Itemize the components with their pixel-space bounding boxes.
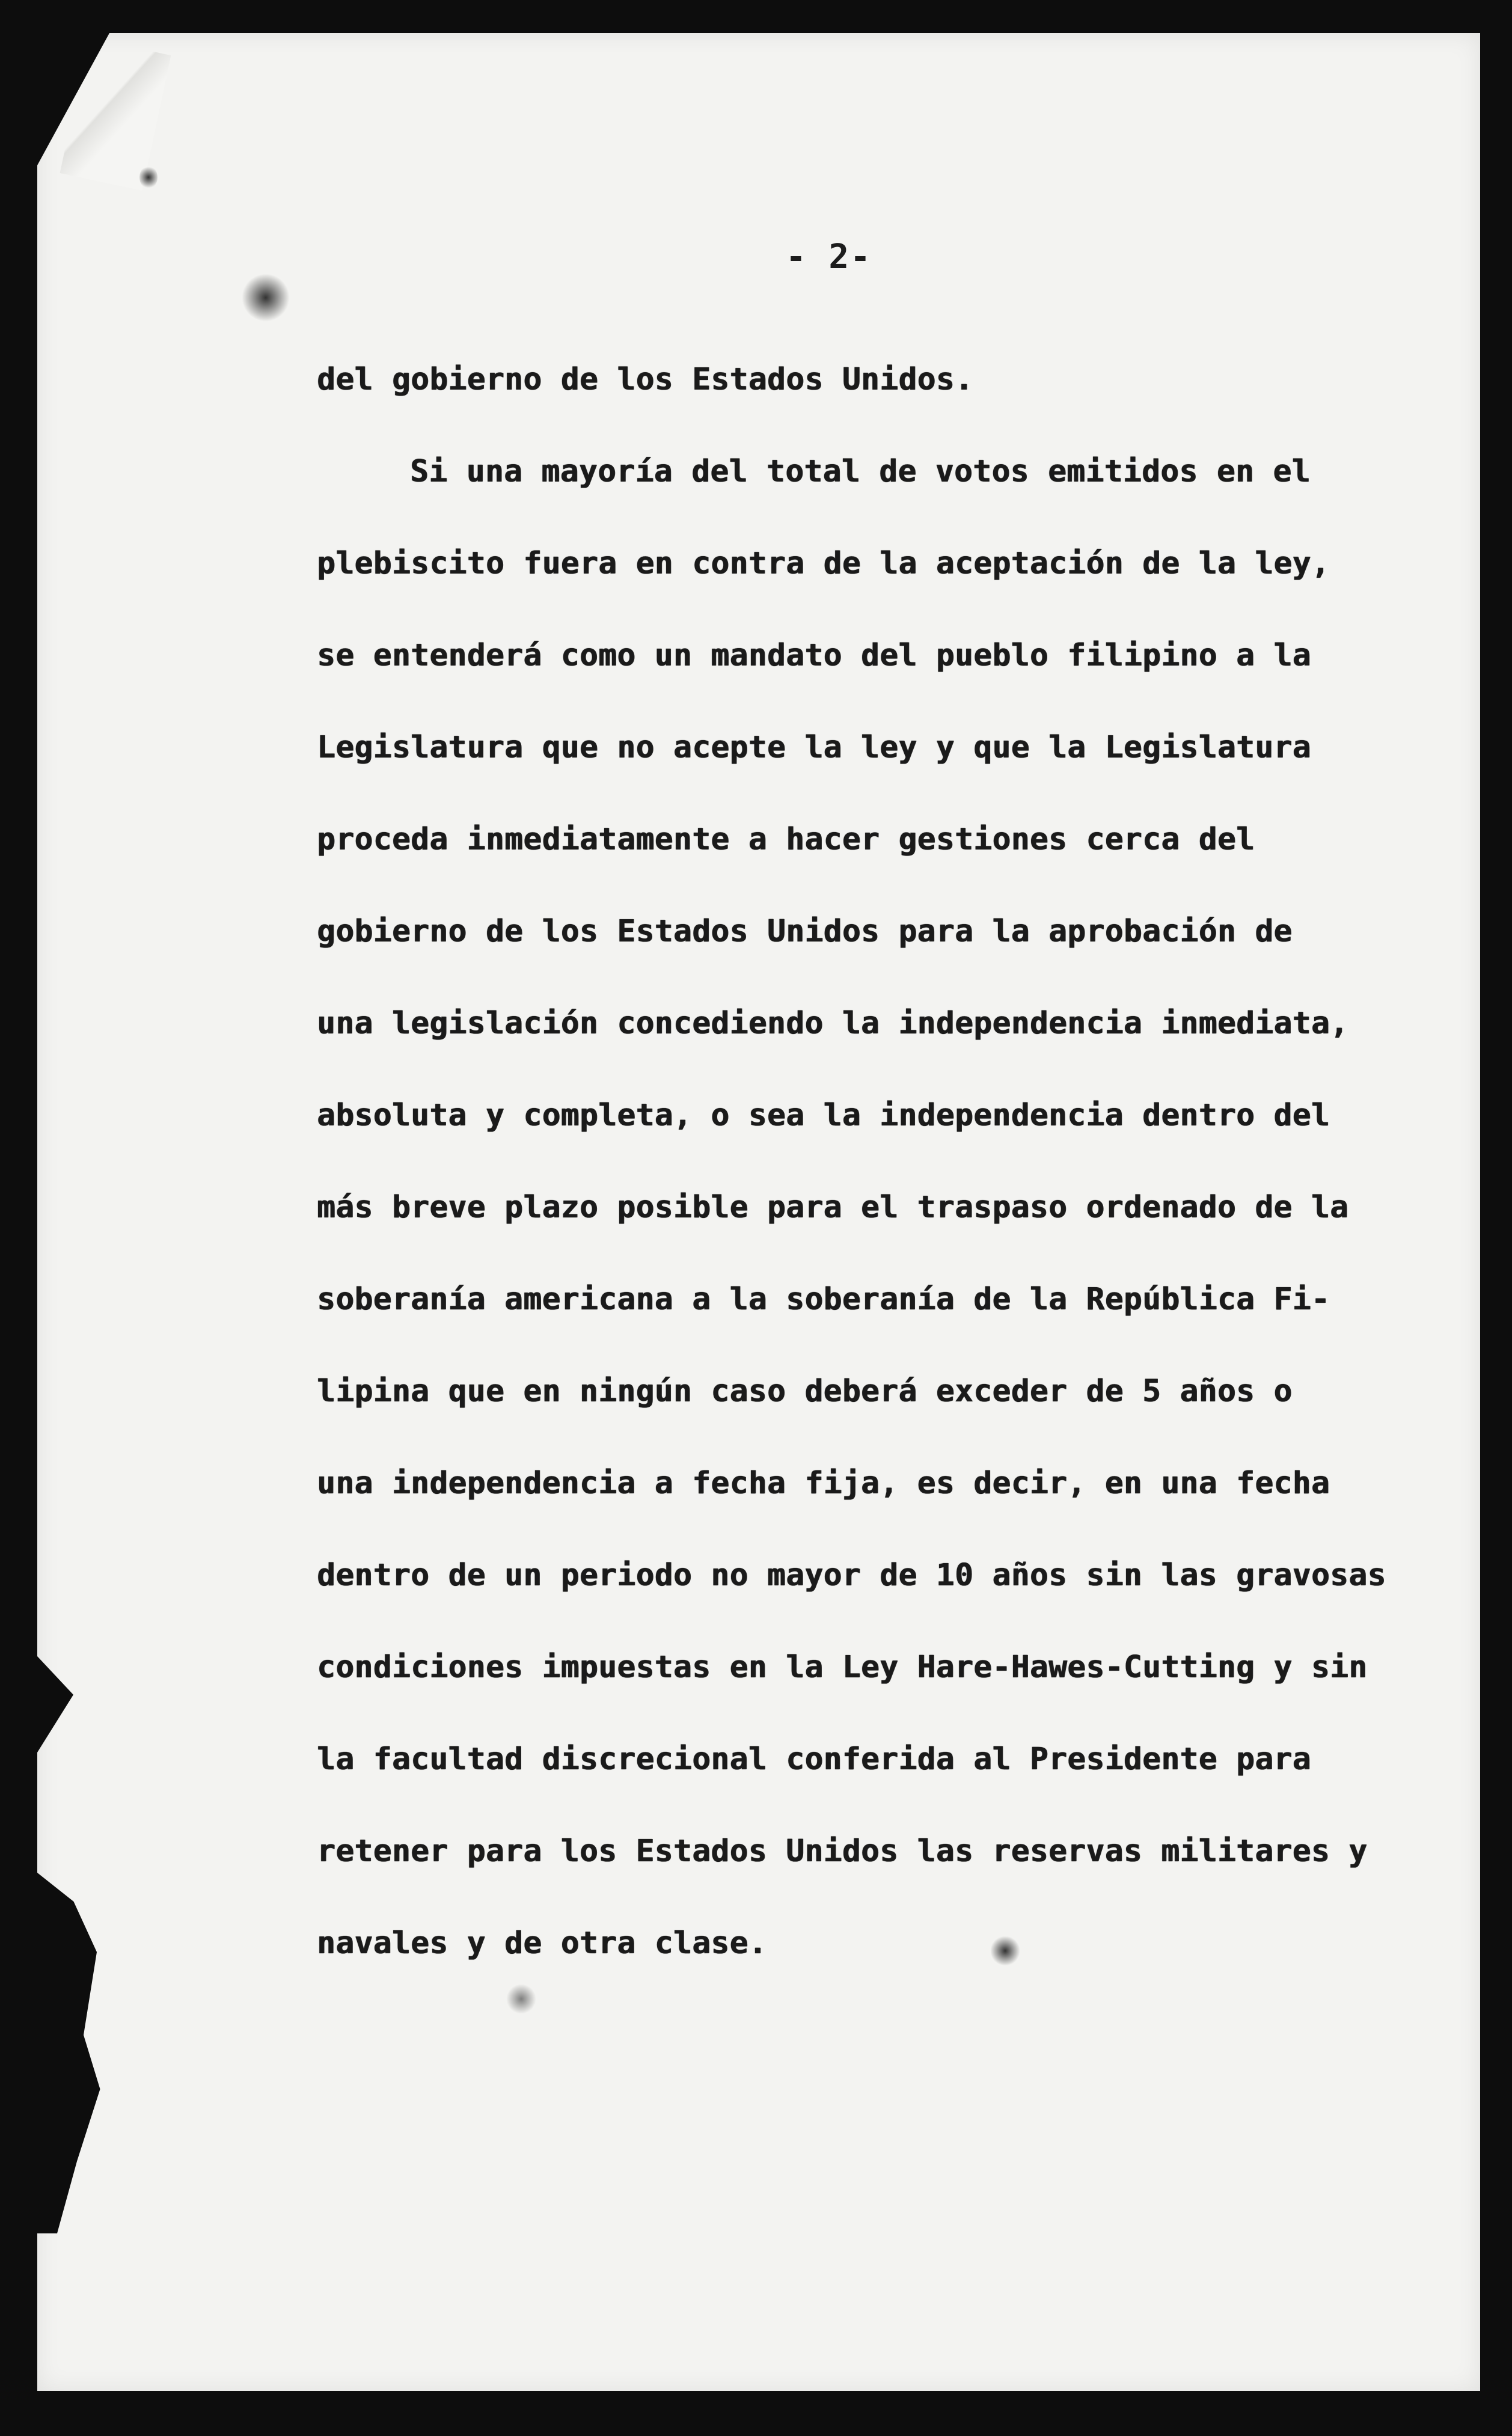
text-line: condiciones impuestas en la Ley Hare-Hawes-Cutting y sin bbox=[317, 1650, 1368, 1685]
text-line: del gobierno de los Estados Unidos. bbox=[317, 362, 974, 397]
text-line: gobierno de los Estados Unidos para la aprobación de bbox=[317, 914, 1293, 949]
text-line: dentro de un periodo no mayor de 10 años sin las gravosas bbox=[317, 1558, 1386, 1593]
document-page bbox=[37, 33, 1480, 2391]
document-body bbox=[317, 334, 1399, 1989]
text-line: se entenderá como un mandato del pueblo filipino a la bbox=[317, 638, 1311, 673]
text-line: más breve plazo posible para el traspaso ordenado de la bbox=[317, 1190, 1349, 1225]
ink-smudge bbox=[139, 165, 158, 189]
text-line: navales y de otra clase. bbox=[317, 1926, 767, 1961]
text-line: plebiscito fuera en contra de la aceptación de la ley, bbox=[317, 546, 1330, 581]
text-line: retener para los Estados Unidos las reservas militares y bbox=[317, 1834, 1368, 1869]
page-number: - 2- bbox=[786, 237, 872, 277]
text-line: Si una mayoría del total de votos emitidos en el bbox=[410, 454, 1311, 489]
text-line: una independencia a fecha fija, es decir, en una fecha bbox=[317, 1466, 1330, 1501]
text-line: la facultad discrecional conferida al Presidente para bbox=[317, 1742, 1311, 1777]
torn-edge bbox=[37, 1873, 103, 2233]
text-line: una legislación concediendo la independencia inmediata, bbox=[317, 1006, 1349, 1041]
text-line: soberanía americana a la soberanía de la República Fi- bbox=[317, 1282, 1330, 1317]
text-line: proceda inmediatamente a hacer gestiones cerca del bbox=[317, 822, 1255, 857]
text-line: absoluta y completa, o sea la independencia dentro del bbox=[317, 1098, 1330, 1133]
ink-smudge bbox=[242, 274, 290, 322]
text-line: Legislatura que no acepte la ley y que la Legislatura bbox=[317, 730, 1311, 765]
torn-edge-small bbox=[37, 1656, 73, 1752]
text-line: lipina que en ningún caso deberá exceder de 5 años o bbox=[317, 1374, 1293, 1409]
